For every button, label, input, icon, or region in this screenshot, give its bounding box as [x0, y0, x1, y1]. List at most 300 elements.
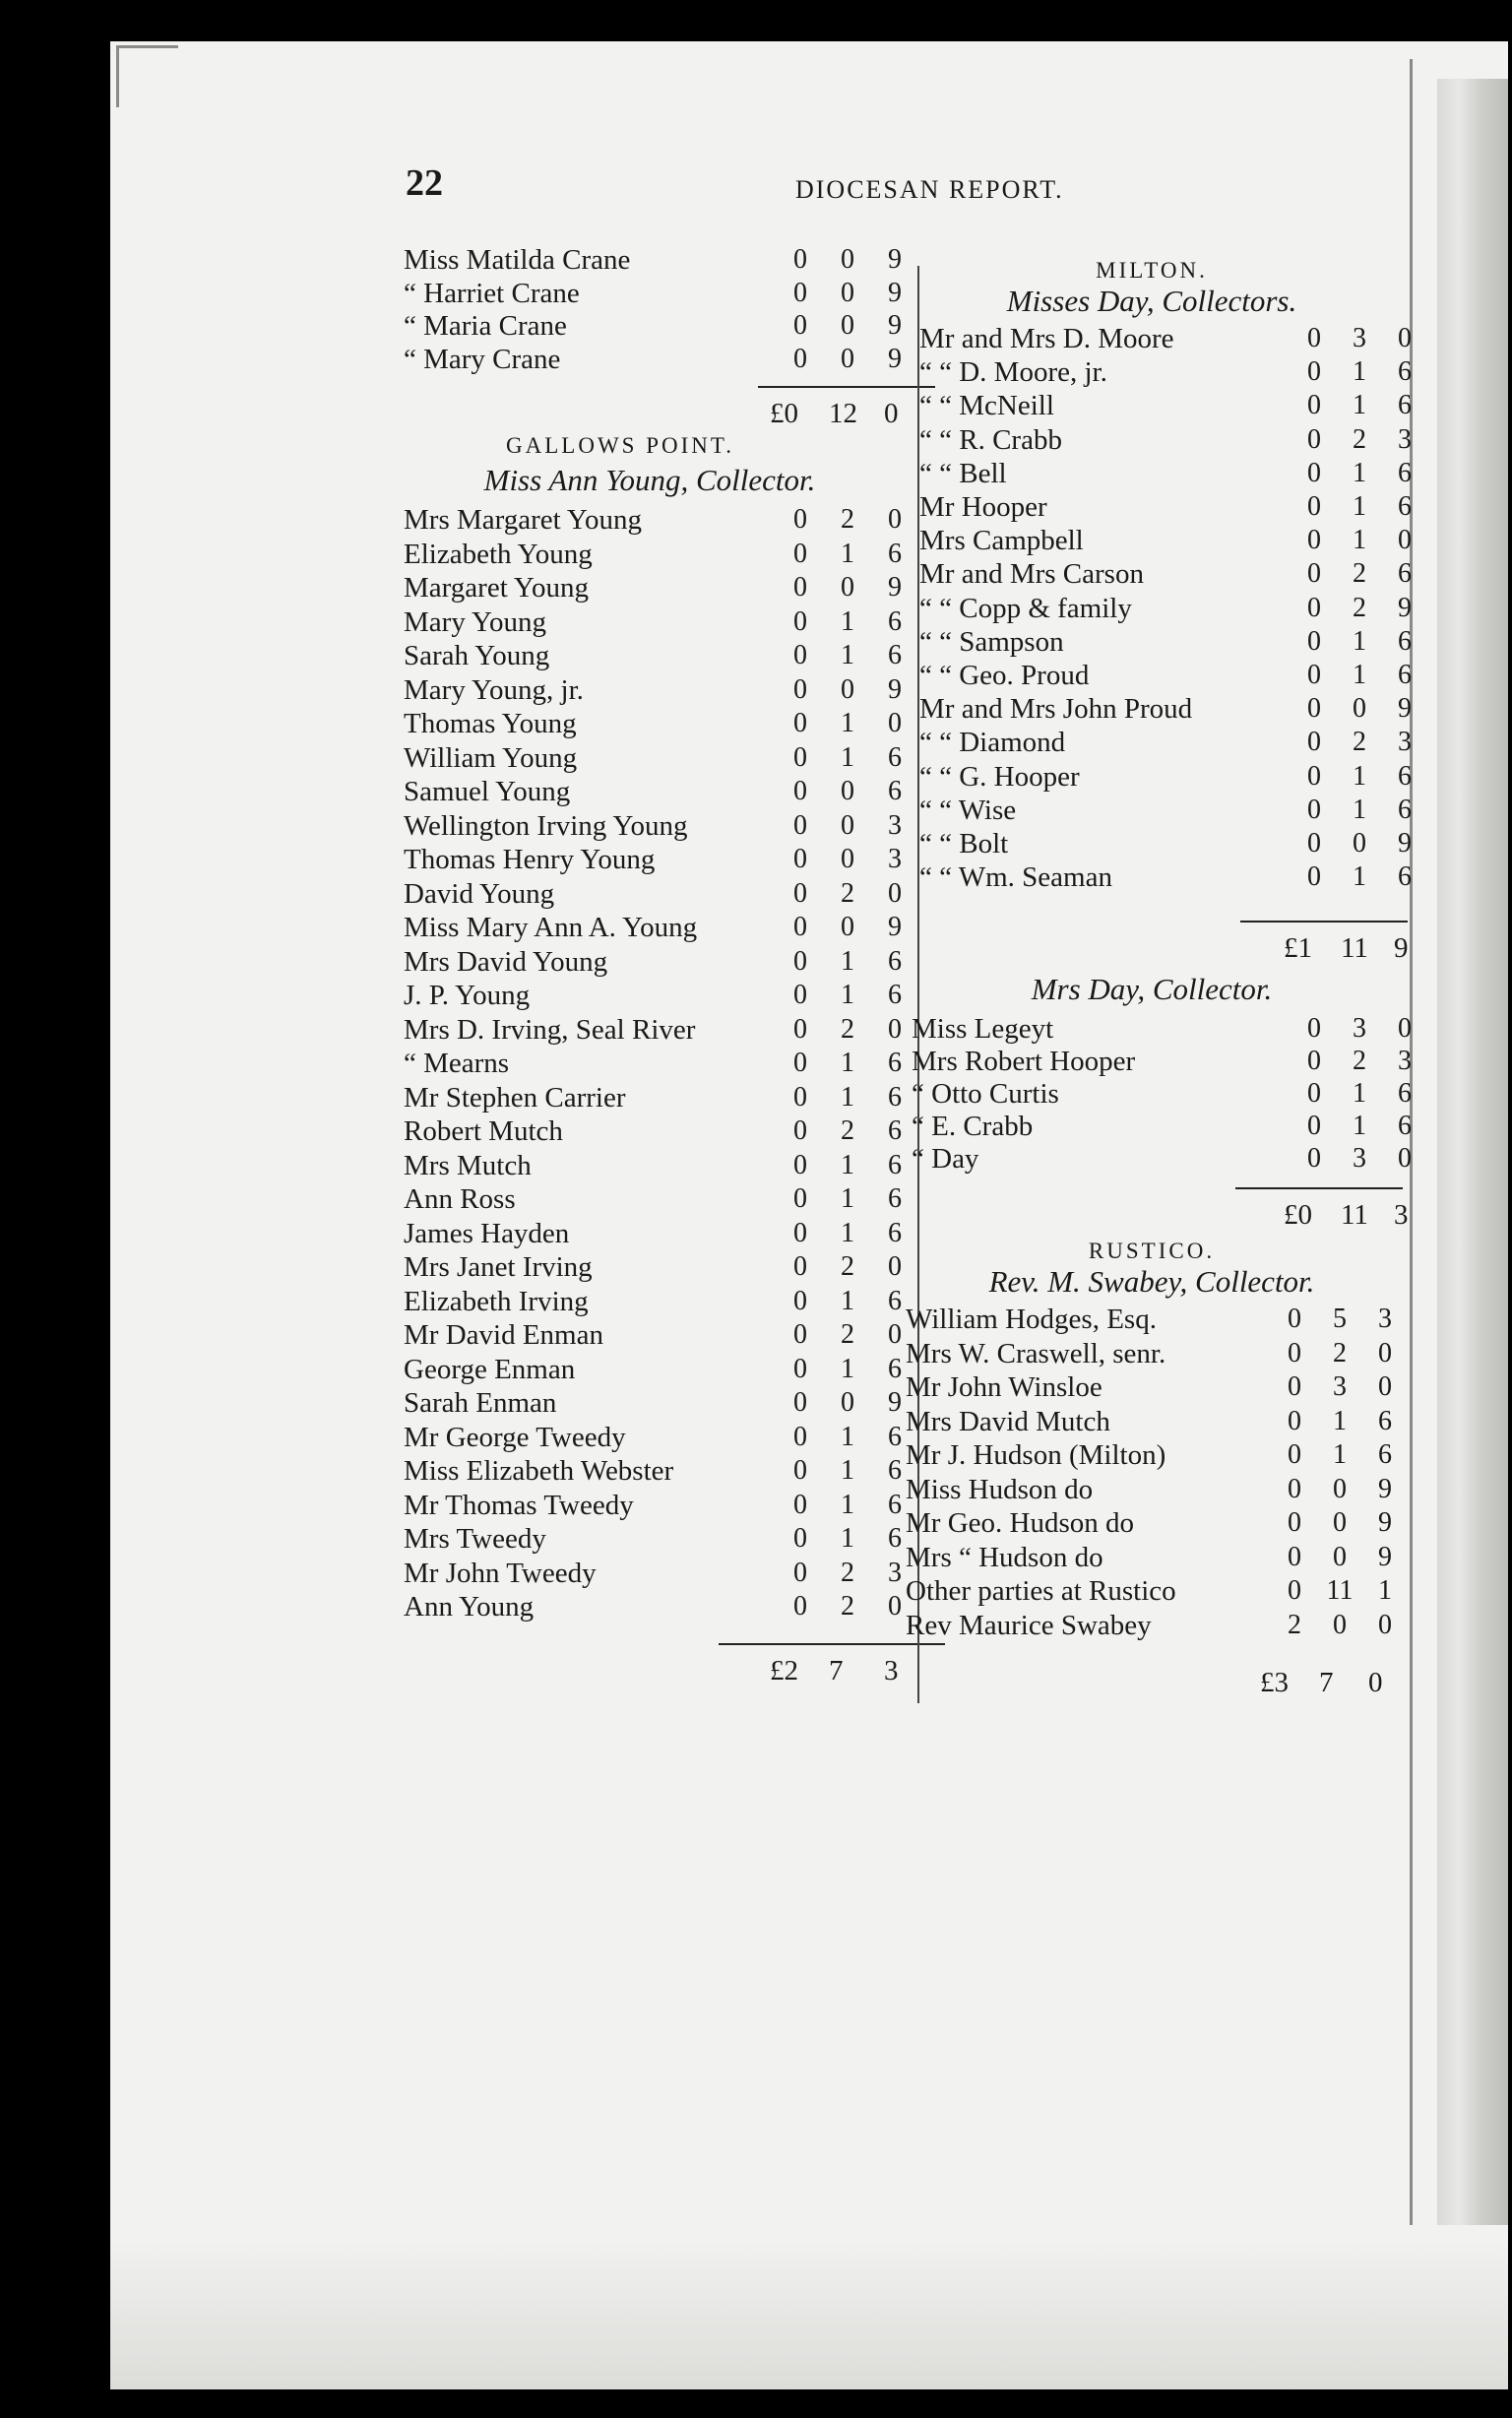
entry-name: Miss Hudson do — [906, 1473, 1094, 1505]
entry-name: Miss Mary Ann A. Young — [404, 912, 698, 943]
amount-pounds: 0 — [793, 1183, 807, 1214]
list-item — [364, 1183, 902, 1217]
list-item — [364, 1285, 902, 1319]
amount-shillings: 0 — [841, 809, 854, 841]
entry-name: Mr George Tweedy — [404, 1421, 626, 1453]
amount-pounds: 0 — [793, 1149, 807, 1180]
entry-name: William Hodges, Esq. — [906, 1304, 1157, 1336]
amount-pounds: 0 — [1307, 525, 1321, 556]
collector-line: Miss Ann Young, Collector. — [483, 463, 816, 497]
amount-pounds: 0 — [793, 538, 807, 569]
list-item — [364, 1557, 902, 1591]
amount-shillings: 1 — [1353, 794, 1366, 825]
amount-pounds: 0 — [1307, 727, 1321, 758]
amount-shillings: 1 — [1353, 760, 1366, 792]
total-shillings: 12 — [829, 398, 857, 429]
amount-pence: 0 — [888, 1319, 902, 1350]
amount-pence: 6 — [888, 605, 902, 637]
entry-name: Miss Matilda Crane — [404, 244, 631, 276]
amount-shillings: 2 — [1353, 592, 1366, 623]
amount-pence: 6 — [888, 1285, 902, 1316]
amount-shillings: 1 — [1353, 356, 1366, 388]
amount-pounds: 0 — [793, 708, 807, 738]
amount-shillings: 1 — [841, 1081, 854, 1113]
list-item — [906, 592, 1412, 626]
amount-shillings: 1 — [1353, 1111, 1366, 1142]
entry-name: Mrs Tweedy — [404, 1523, 546, 1555]
list-item — [364, 277, 902, 311]
total-pounds: £0 — [1284, 1199, 1312, 1232]
amount-shillings: 1 — [841, 605, 854, 637]
amount-shillings: 1 — [841, 640, 854, 670]
amount-pence: 6 — [888, 1455, 902, 1486]
list-item — [906, 1542, 1408, 1575]
section-heading: RUSTICO. — [1088, 1239, 1216, 1264]
amount-pence: 6 — [1398, 1111, 1412, 1142]
amount-pence: 6 — [888, 1421, 902, 1452]
amount-shillings: 1 — [1353, 660, 1366, 690]
page-number: 22 — [406, 162, 443, 204]
amount-pence: 9 — [888, 244, 902, 275]
amount-pounds: 0 — [1307, 1111, 1321, 1142]
amount-pence: 6 — [1398, 794, 1412, 825]
list-item — [906, 1338, 1408, 1371]
amount-pence: 6 — [888, 1217, 902, 1248]
amount-pounds: 0 — [1288, 1405, 1301, 1436]
list-item — [906, 525, 1412, 558]
amount-shillings: 2 — [841, 1013, 854, 1045]
amount-pounds: 0 — [793, 572, 807, 603]
amount-shillings: 2 — [1353, 423, 1366, 455]
amount-shillings: 0 — [1353, 693, 1366, 725]
total-shillings: 11 — [1341, 1199, 1368, 1232]
amount-shillings: 0 — [841, 673, 854, 705]
amount-pence: 3 — [1398, 423, 1412, 455]
sum-rule — [1235, 1187, 1403, 1189]
amount-pence: 9 — [888, 310, 902, 341]
amount-pence: 9 — [1378, 1473, 1392, 1504]
amount-pounds: 0 — [793, 980, 807, 1010]
entry-name: Mary Young — [404, 605, 547, 638]
list-item — [364, 1149, 902, 1183]
amount-pence: 6 — [1398, 558, 1412, 590]
amount-pounds: 0 — [793, 1285, 807, 1316]
total-pence: 0 — [884, 398, 899, 429]
amount-shillings: 0 — [841, 912, 854, 942]
list-item — [364, 1353, 902, 1387]
amount-pence: 3 — [888, 1557, 902, 1588]
amount-pounds: 0 — [793, 1455, 807, 1486]
amount-pence: 6 — [1398, 390, 1412, 421]
entry-name: Sarah Enman — [404, 1387, 557, 1419]
amount-shillings: 1 — [841, 1421, 854, 1452]
amount-pounds: 0 — [793, 1251, 807, 1282]
amount-pence: 0 — [888, 1251, 902, 1282]
entry-name: “ “ McNeill — [919, 390, 1054, 422]
list-item — [906, 828, 1412, 861]
amount-pounds: 0 — [793, 1081, 807, 1113]
amount-pence: 0 — [1378, 1609, 1392, 1640]
entry-name: Rev Maurice Swabey — [906, 1609, 1152, 1641]
running-title: DIOCESAN REPORT. — [795, 175, 1064, 204]
amount-pence: 6 — [1398, 660, 1412, 690]
amount-shillings: 0 — [841, 844, 854, 874]
amount-pounds: 0 — [793, 1387, 807, 1418]
amount-shillings: 1 — [841, 1048, 854, 1078]
amount-shillings: 2 — [841, 1319, 854, 1350]
total-pence: 3 — [884, 1654, 899, 1686]
list-item — [364, 310, 902, 344]
entry-name: Mrs Robert Hooper — [912, 1046, 1136, 1078]
amount-pence: 9 — [888, 572, 902, 603]
entry-name: Ann Ross — [404, 1183, 516, 1215]
entry-name: Thomas Young — [404, 708, 577, 739]
total-shillings: 11 — [1341, 932, 1368, 965]
amount-shillings: 2 — [841, 1591, 854, 1622]
amount-pounds: 0 — [1307, 390, 1321, 421]
amount-pence: 9 — [1398, 828, 1412, 859]
amount-pounds: 0 — [793, 877, 807, 909]
amount-pounds: 0 — [1288, 1473, 1301, 1504]
amount-pounds: 0 — [1288, 1575, 1301, 1607]
entry-name: “ “ G. Hooper — [919, 760, 1080, 793]
entry-name: Robert Mutch — [404, 1115, 563, 1147]
amount-shillings: 0 — [841, 1387, 854, 1418]
amount-pounds: 0 — [1288, 1439, 1301, 1471]
entry-name: “ “ Bell — [919, 457, 1007, 489]
amount-pounds: 0 — [793, 912, 807, 942]
amount-pounds: 0 — [793, 310, 807, 341]
entry-name: “ “ Wise — [919, 794, 1017, 826]
entry-name: “ “ Sampson — [919, 625, 1064, 658]
list-item — [906, 457, 1412, 491]
amount-shillings: 2 — [841, 877, 854, 909]
amount-pence: 6 — [1378, 1405, 1392, 1436]
amount-pence: 0 — [1398, 1013, 1412, 1045]
amount-pounds: 0 — [793, 1319, 807, 1350]
amount-shillings: 2 — [1353, 1046, 1366, 1077]
entry-name: Mr and Mrs Carson — [919, 558, 1144, 591]
amount-shillings: 1 — [1353, 1078, 1366, 1110]
list-item — [906, 1507, 1408, 1541]
entry-name: Elizabeth Young — [404, 538, 593, 570]
amount-shillings: 0 — [841, 776, 854, 806]
amount-shillings: 0 — [841, 343, 854, 374]
amount-pounds: 0 — [1288, 1371, 1301, 1403]
list-item — [364, 1013, 902, 1048]
amount-pounds: 0 — [793, 1421, 807, 1452]
amount-shillings: 1 — [841, 1149, 854, 1180]
amount-pounds: 0 — [1307, 323, 1321, 353]
amount-pence: 9 — [888, 912, 902, 942]
list-item — [364, 572, 902, 605]
entry-name: “ “ Geo. Proud — [919, 660, 1090, 691]
amount-pence: 6 — [1398, 625, 1412, 657]
amount-pounds: 0 — [1307, 1143, 1321, 1175]
list-item — [364, 605, 902, 640]
amount-shillings: 2 — [841, 1115, 854, 1146]
amount-shillings: 1 — [841, 945, 854, 977]
amount-shillings: 2 — [841, 1251, 854, 1282]
amount-pounds: 0 — [793, 741, 807, 773]
entry-name: Mr David Enman — [404, 1319, 603, 1351]
sum-rule — [1240, 921, 1408, 923]
amount-pence: 3 — [888, 844, 902, 874]
amount-pence: 6 — [1378, 1439, 1392, 1471]
entry-name: Mrs David Young — [404, 945, 608, 978]
section-heading: MILTON. — [1096, 258, 1208, 283]
amount-pounds: 0 — [793, 504, 807, 535]
amount-pounds: 0 — [793, 343, 807, 374]
entry-name: Mr Geo. Hudson do — [906, 1507, 1134, 1540]
amount-pounds: 0 — [1307, 491, 1321, 522]
entry-name: Other parties at Rustico — [906, 1575, 1176, 1608]
list-item — [906, 1610, 1408, 1643]
amount-pence: 6 — [1398, 861, 1412, 893]
amount-shillings: 1 — [1333, 1405, 1347, 1436]
list-item — [364, 1081, 902, 1115]
amount-pence: 9 — [1398, 592, 1412, 623]
amount-shillings: 2 — [841, 1557, 854, 1588]
entry-name: Miss Elizabeth Webster — [404, 1455, 674, 1487]
entry-name: Wellington Irving Young — [404, 809, 688, 842]
entry-name: “ Harriet Crane — [404, 277, 580, 309]
amount-pence: 9 — [888, 1387, 902, 1418]
list-item — [364, 1048, 902, 1081]
entry-name: Miss Legeyt — [912, 1013, 1054, 1046]
amount-shillings: 0 — [1333, 1609, 1347, 1640]
entry-name: J. P. Young — [404, 980, 531, 1011]
list-item — [364, 877, 902, 912]
amount-pounds: 0 — [1307, 423, 1321, 455]
entry-name: “ E. Crabb — [912, 1111, 1034, 1143]
entry-name: “ Mary Crane — [404, 343, 561, 375]
amount-pounds: 0 — [793, 776, 807, 806]
entry-name: “ Mearns — [404, 1048, 510, 1079]
amount-pounds: 0 — [1307, 861, 1321, 893]
page-header — [0, 158, 1512, 207]
list-item — [364, 1115, 902, 1149]
amount-shillings: 1 — [841, 1523, 854, 1554]
entry-name: “ “ Wm. Seaman — [919, 861, 1112, 894]
amount-pounds: 0 — [1307, 1013, 1321, 1045]
amount-pence: 6 — [888, 980, 902, 1010]
entry-name: Mary Young, jr. — [404, 673, 584, 706]
amount-shillings: 0 — [1333, 1541, 1347, 1572]
amount-pence: 6 — [888, 1149, 902, 1180]
collector-line: Misses Day, Collectors. — [1006, 284, 1297, 318]
amount-pence: 6 — [888, 538, 902, 569]
list-item — [906, 1371, 1408, 1405]
amount-pounds: 0 — [1307, 693, 1321, 725]
amount-shillings: 1 — [1333, 1439, 1347, 1471]
amount-pence: 9 — [888, 277, 902, 308]
amount-pence: 6 — [888, 1353, 902, 1384]
list-item — [364, 1217, 902, 1251]
list-item — [364, 1251, 902, 1285]
amount-shillings: 0 — [841, 277, 854, 308]
entry-name: “ “ Diamond — [919, 727, 1066, 759]
total-shillings: 7 — [1319, 1667, 1334, 1699]
amount-pounds: 0 — [793, 945, 807, 977]
amount-pence: 0 — [888, 504, 902, 535]
amount-pence: 0 — [1398, 1143, 1412, 1175]
amount-pounds: 0 — [1307, 1078, 1321, 1110]
entry-name: Margaret Young — [404, 572, 589, 604]
amount-pounds: 0 — [793, 605, 807, 637]
list-item — [364, 912, 902, 945]
entry-name: “ Otto Curtis — [912, 1078, 1059, 1111]
amount-pounds: 2 — [1288, 1609, 1301, 1640]
amount-shillings: 1 — [1353, 525, 1366, 556]
amount-shillings: 0 — [1353, 828, 1366, 859]
list-item — [364, 640, 902, 673]
amount-pence: 3 — [888, 809, 902, 841]
list-item — [906, 1406, 1408, 1439]
amount-shillings: 11 — [1326, 1575, 1354, 1607]
entry-name: Mr Hooper — [919, 491, 1047, 523]
amount-shillings: 0 — [1333, 1507, 1347, 1539]
amount-pence: 3 — [1398, 727, 1412, 758]
page-corner-fold — [116, 45, 178, 107]
entry-name: Sarah Young — [404, 640, 550, 671]
amount-shillings: 2 — [1333, 1337, 1347, 1368]
amount-pence: 0 — [1398, 525, 1412, 556]
list-item — [364, 980, 902, 1013]
amount-pence: 6 — [1398, 1078, 1412, 1110]
amount-pence: 0 — [1378, 1337, 1392, 1368]
amount-shillings: 1 — [841, 1489, 854, 1520]
amount-pounds: 0 — [1307, 794, 1321, 825]
amount-shillings: 0 — [841, 310, 854, 341]
list-item — [364, 1489, 902, 1523]
entry-name: Mr John Winsloe — [906, 1371, 1102, 1404]
amount-pounds: 0 — [1307, 1046, 1321, 1077]
list-item — [364, 776, 902, 809]
list-item — [906, 660, 1412, 693]
amount-pence: 6 — [888, 640, 902, 670]
amount-pence: 6 — [1398, 491, 1412, 522]
amount-pounds: 0 — [1307, 625, 1321, 657]
list-item — [364, 343, 902, 377]
amount-pounds: 0 — [1307, 660, 1321, 690]
list-item — [906, 1078, 1412, 1112]
total-pounds: £3 — [1260, 1667, 1289, 1699]
list-item — [364, 1319, 902, 1353]
list-item — [906, 423, 1412, 458]
list-item — [364, 844, 902, 877]
amount-shillings: 1 — [841, 741, 854, 773]
amount-shillings: 1 — [841, 1285, 854, 1316]
list-item — [906, 625, 1412, 660]
list-item — [364, 945, 902, 980]
entry-name: James Hayden — [404, 1217, 570, 1249]
amount-pounds: 0 — [793, 1013, 807, 1045]
amount-shillings: 1 — [841, 980, 854, 1010]
amount-pence: 9 — [1398, 693, 1412, 725]
amount-shillings: 3 — [1333, 1371, 1347, 1403]
entry-name: Mrs Margaret Young — [404, 504, 642, 536]
amount-pence: 9 — [888, 673, 902, 705]
amount-pounds: 0 — [1288, 1337, 1301, 1368]
amount-pence: 6 — [1398, 760, 1412, 792]
entry-name: David Young — [404, 877, 555, 910]
amount-pounds: 0 — [793, 809, 807, 841]
amount-shillings: 3 — [1353, 323, 1366, 353]
page-bottom-shade — [110, 2235, 1508, 2389]
amount-pounds: 0 — [1307, 828, 1321, 859]
list-item — [906, 491, 1412, 525]
amount-pence: 6 — [888, 1081, 902, 1113]
amount-pounds: 0 — [793, 1217, 807, 1248]
amount-pounds: 0 — [1307, 592, 1321, 623]
entry-name: “ Day — [912, 1143, 979, 1176]
amount-shillings: 1 — [841, 538, 854, 569]
amount-pounds: 0 — [793, 1557, 807, 1588]
list-item — [906, 727, 1412, 760]
entry-name: Mrs Mutch — [404, 1149, 532, 1181]
total-pence: 9 — [1394, 932, 1409, 965]
entry-name: Elizabeth Irving — [404, 1285, 589, 1317]
amount-pounds: 0 — [793, 640, 807, 670]
list-item — [364, 504, 902, 538]
total-pounds: £1 — [1284, 932, 1312, 965]
amount-shillings: 1 — [1353, 390, 1366, 421]
list-item — [906, 1439, 1408, 1473]
list-item — [364, 244, 902, 278]
entry-name: “ “ Copp & family — [919, 592, 1132, 624]
amount-pounds: 0 — [793, 1115, 807, 1146]
list-item — [906, 1575, 1408, 1609]
section-heading: GALLOWS POINT. — [506, 433, 734, 458]
amount-pounds: 0 — [1307, 760, 1321, 792]
list-item — [906, 1143, 1412, 1177]
amount-shillings: 1 — [841, 1217, 854, 1248]
list-item — [906, 1474, 1408, 1507]
list-item — [906, 1304, 1408, 1337]
collector-line: Rev. M. Swabey, Collector. — [988, 1264, 1315, 1300]
entry-name: Samuel Young — [404, 776, 571, 807]
total-pence: 3 — [1394, 1199, 1409, 1232]
amount-shillings: 2 — [1353, 558, 1366, 590]
amount-pence: 6 — [1398, 457, 1412, 488]
entry-name: Mrs D. Irving, Seal River — [404, 1013, 696, 1046]
list-item — [906, 861, 1412, 895]
list-item — [906, 1013, 1412, 1047]
entry-name: Mrs David Mutch — [906, 1405, 1110, 1437]
amount-pounds: 0 — [793, 1048, 807, 1078]
amount-pence: 6 — [888, 1048, 902, 1078]
list-item — [906, 693, 1412, 727]
list-item — [906, 794, 1412, 828]
left-column — [364, 244, 902, 1701]
total-pence: 0 — [1368, 1667, 1383, 1699]
amount-pounds: 0 — [793, 1489, 807, 1520]
amount-shillings: 1 — [841, 708, 854, 738]
amount-pounds: 0 — [1307, 457, 1321, 488]
list-item — [364, 741, 902, 776]
list-item — [364, 1421, 902, 1455]
amount-pounds: 0 — [793, 1523, 807, 1554]
amount-pence: 6 — [888, 741, 902, 773]
list-item — [906, 1111, 1412, 1144]
amount-shillings: 1 — [841, 1183, 854, 1214]
amount-pounds: 0 — [793, 1591, 807, 1622]
entry-name: Mrs W. Craswell, senr. — [906, 1337, 1166, 1369]
amount-pounds: 0 — [793, 244, 807, 275]
total-pounds: £2 — [770, 1654, 798, 1686]
amount-pence: 9 — [888, 343, 902, 374]
